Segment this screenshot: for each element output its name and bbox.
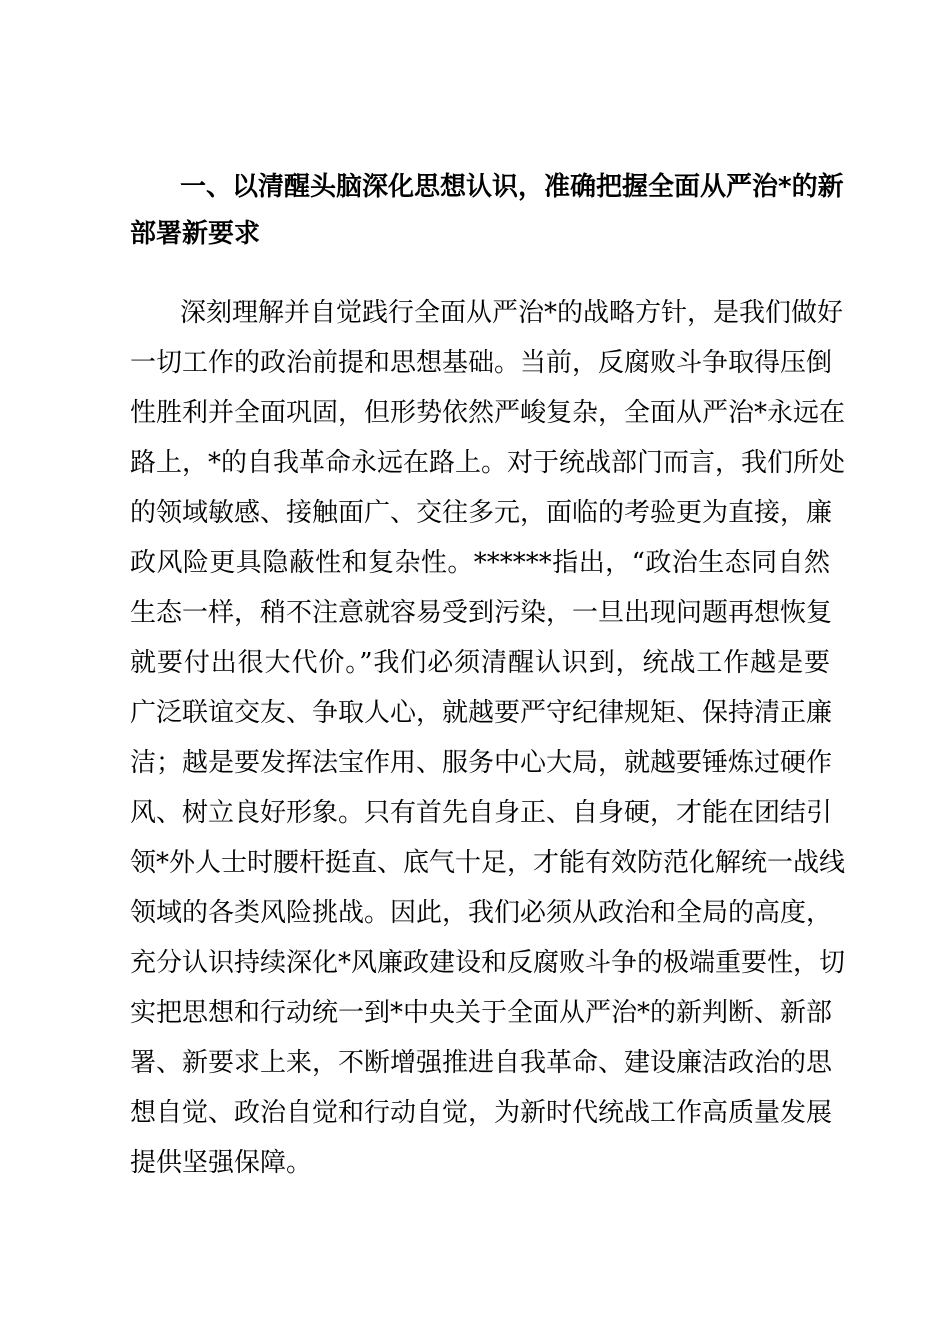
paragraph-line: 提供坚强保障。 (130, 1148, 313, 1178)
paragraph-line: 一切工作的政治前提和思想基础。当前，反腐败斗争取得压倒 (130, 348, 833, 378)
paragraph-line: 广泛联谊交友、争取人心，就越要严守纪律规矩、保持清正廉 (130, 698, 833, 728)
paragraph-line: 的领域敏感、接触面广、交往多元，面临的考验更为直接，廉 (130, 498, 833, 528)
paragraph-line: 洁；越是要发挥法宝作用、服务中心大局，就越要锤炼过硬作 (130, 748, 833, 778)
paragraph-line: 实把思想和行动统一到*中央关于全面从严治*的新判断、新部 (130, 998, 833, 1028)
section-heading-line-2: 部署新要求 (130, 219, 261, 249)
paragraph-line: 性胜利并全面巩固，但形势依然严峻复杂，全面从严治*永远在 (130, 398, 846, 428)
paragraph-line: 风、树立良好形象。只有首先自身正、自身硬，才能在团结引 (130, 798, 833, 828)
paragraph-line: 政风险更具隐蔽性和复杂性。******指出，“政治生态同自然 (130, 548, 830, 578)
section-heading-line-1: 一、以清醒头脑深化思想认识，准确把握全面从严治*的新 (180, 172, 844, 202)
paragraph-line: 生态一样，稍不注意就容易受到污染，一旦出现问题再想恢复 (130, 598, 833, 628)
paragraph-line: 就要付出很大代价。”我们必须清醒认识到，统战工作越是要 (130, 648, 830, 678)
paragraph-line: 路上，*的自我革命永远在路上。对于统战部门而言，我们所处 (130, 448, 846, 478)
paragraph-line: 想自觉、政治自觉和行动自觉，为新时代统战工作高质量发展 (130, 1098, 833, 1128)
paragraph-line: 署、新要求上来，不断增强推进自我革命、建设廉洁政治的思 (130, 1048, 833, 1078)
paragraph-line: 领*外人士时腰杆挺直、底气十足，才能有效防范化解统一战线 (130, 848, 846, 878)
paragraph-line: 深刻理解并自觉践行全面从严治*的战略方针，是我们做好 (180, 298, 844, 328)
paragraph-line: 充分认识持续深化*风廉政建设和反腐败斗争的极端重要性，切 (130, 948, 846, 978)
paragraph-line: 领域的各类风险挑战。因此，我们必须从政治和全局的高度， (130, 898, 833, 928)
